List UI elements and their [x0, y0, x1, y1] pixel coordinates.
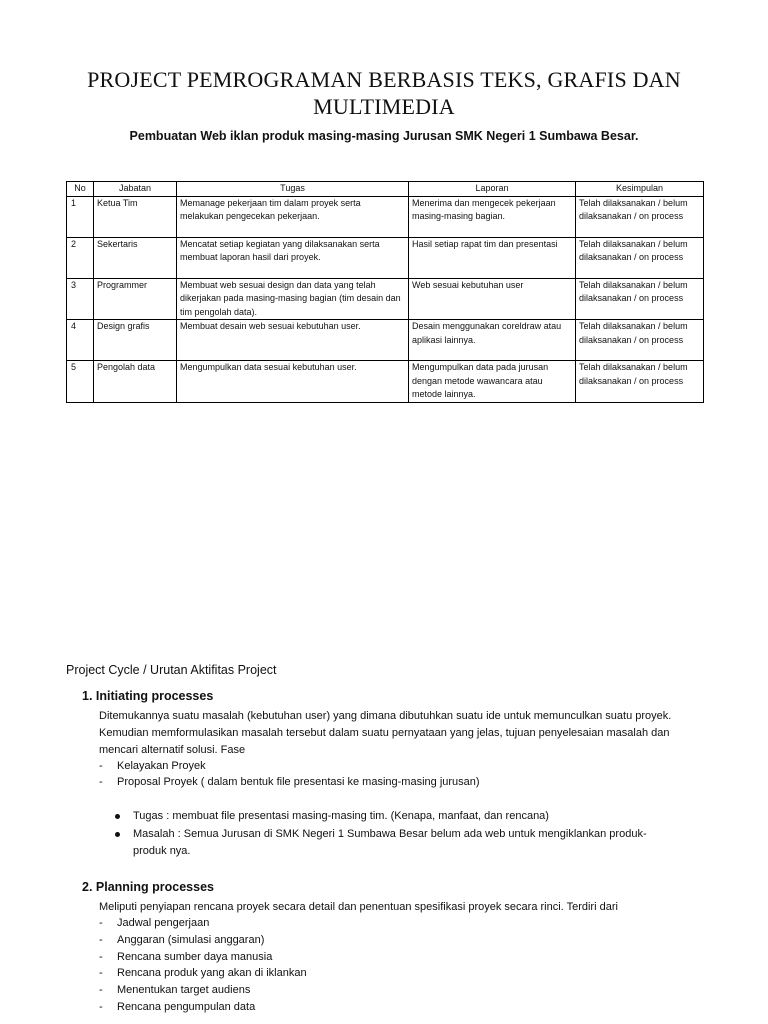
dash-marker: -	[99, 951, 103, 963]
list-item	[99, 932, 264, 949]
cell-laporan: Hasil setiap rapat tim dan presentasi	[409, 237, 576, 278]
dash-marker: -	[99, 984, 103, 996]
cell-tugas: Mencatat setiap kegiatan yang dilaksanakan serta membuat laporan hasil dari proyek.	[177, 237, 409, 278]
list-item	[99, 915, 209, 932]
dash-marker: -	[99, 760, 103, 772]
cell-kesimpulan: Telah dilaksanakan / belum dilaksanakan / on process	[576, 237, 704, 278]
cell-tugas: Memanage pekerjaan tim dalam proyek serta melakukan pengecekan pekerjaan.	[177, 196, 409, 237]
section-initiating-paragraph: Ditemukannya suatu masalah (kebutuhan user) yang dimana dibutuhkan suatu ide untuk memunculkan suatu proyek. Kemudian memformulasikan masalah tersebut dalam suatu pernyataan yang jelas, tujuan penyelesaian masalah dan mencari alternatif solusi. Fase	[99, 710, 672, 756]
header-jabatan: Jabatan	[94, 182, 177, 197]
list-item-label: Jadwal pengerjaan	[117, 917, 210, 929]
cell-tugas: Membuat web sesuai design dan data yang telah dikerjakan pada masing-masing bagian (tim desain dan tim pengolah data).	[177, 278, 409, 320]
dash-marker: -	[99, 934, 103, 946]
list-item	[99, 982, 250, 999]
cell-laporan: Web sesuai kebutuhan user	[409, 278, 576, 320]
list-item	[99, 965, 307, 982]
document-title: PROJECT PEMROGRAMAN BERBASIS TEKS, GRAFIS DAN MULTIMEDIA	[87, 67, 681, 119]
cell-no: 2	[67, 237, 94, 278]
bullet-text: Masalah : Semua Jurusan di SMK Negeri 1 Sumbawa Besar belum ada web untuk mengiklankan produk-produk nya.	[133, 828, 647, 857]
bullet-text: Tugas : membuat file presentasi masing-masing tim. (Kenapa, manfaat, dan rencana)	[133, 810, 549, 822]
cell-laporan: Mengumpulkan data pada jurusan dengan metode wawancara atau metode lainnya.	[409, 361, 576, 403]
list-item-label: Rencana produk yang akan di iklankan	[117, 967, 307, 979]
cell-jabatan: Ketua Tim	[94, 196, 177, 237]
section-planning-paragraph: Meliputi penyiapan rencana proyek secara detail dan penentuan spesifikasi proyek secara rinci. Terdiri dari	[99, 901, 618, 913]
dash-marker: -	[99, 1001, 103, 1013]
dash-marker: -	[99, 967, 103, 979]
cell-tugas: Mengumpulkan data sesuai kebutuhan user.	[177, 361, 409, 403]
list-item	[99, 774, 480, 791]
list-item-label: Proposal Proyek ( dalam bentuk file presentasi ke masing-masing jurusan)	[117, 776, 480, 788]
cell-no: 3	[67, 278, 94, 320]
cell-jabatan: Sekertaris	[94, 237, 177, 278]
list-item-label: Menentukan target audiens	[117, 984, 251, 996]
table-row	[67, 237, 704, 278]
header-tugas: Tugas	[177, 182, 409, 197]
dash-marker: -	[99, 776, 103, 788]
cell-tugas: Membuat desain web sesuai kebutuhan user.	[177, 320, 409, 361]
cell-kesimpulan: Telah dilaksanakan / belum dilaksanakan / on process	[576, 278, 704, 320]
list-item	[115, 826, 675, 860]
cell-no: 4	[67, 320, 94, 361]
cell-laporan: Desain menggunakan coreldraw atau aplikasi lainnya.	[409, 320, 576, 361]
project-cycle-heading: Project Cycle / Urutan Aktifitas Project	[66, 663, 277, 677]
cell-laporan: Menerima dan mengecek pekerjaan masing-masing bagian.	[409, 196, 576, 237]
dash-marker: -	[99, 917, 103, 929]
list-item	[99, 999, 255, 1016]
header-kesimpulan: Kesimpulan	[576, 182, 704, 197]
table-row	[67, 278, 704, 320]
header-laporan: Laporan	[409, 182, 576, 197]
bullet-dot-icon	[115, 832, 120, 837]
cell-jabatan: Pengolah data	[94, 361, 177, 403]
cell-no: 5	[67, 361, 94, 403]
table-row	[67, 361, 704, 403]
list-item	[99, 949, 272, 966]
table-row	[67, 320, 704, 361]
cell-kesimpulan: Telah dilaksanakan / belum dilaksanakan / on process	[576, 361, 704, 403]
section-planning-title: 2. Planning processes	[82, 880, 214, 894]
cell-jabatan: Design grafis	[94, 320, 177, 361]
list-item-label: Rencana sumber daya manusia	[117, 951, 273, 963]
bullet-dot-icon	[115, 814, 120, 819]
cell-kesimpulan: Telah dilaksanakan / belum dilaksanakan / on process	[576, 196, 704, 237]
document-subtitle: Pembuatan Web iklan produk masing-masing Jurusan SMK Negeri 1 Sumbawa Besar.	[129, 129, 639, 143]
cell-jabatan: Programmer	[94, 278, 177, 320]
table-header-row	[67, 182, 704, 197]
list-item	[99, 758, 206, 775]
cell-kesimpulan: Telah dilaksanakan / belum dilaksanakan / on process	[576, 320, 704, 361]
cell-no: 1	[67, 196, 94, 237]
section-initiating-title: 1. Initiating processes	[82, 689, 214, 703]
list-item	[115, 808, 675, 825]
roles-table	[66, 181, 704, 403]
list-item-label: Rencana pengumpulan data	[117, 1001, 256, 1013]
list-item-label: Kelayakan Proyek	[117, 760, 206, 772]
list-item-label: Anggaran (simulasi anggaran)	[117, 934, 265, 946]
header-no: No	[67, 182, 94, 197]
table-row	[67, 196, 704, 237]
